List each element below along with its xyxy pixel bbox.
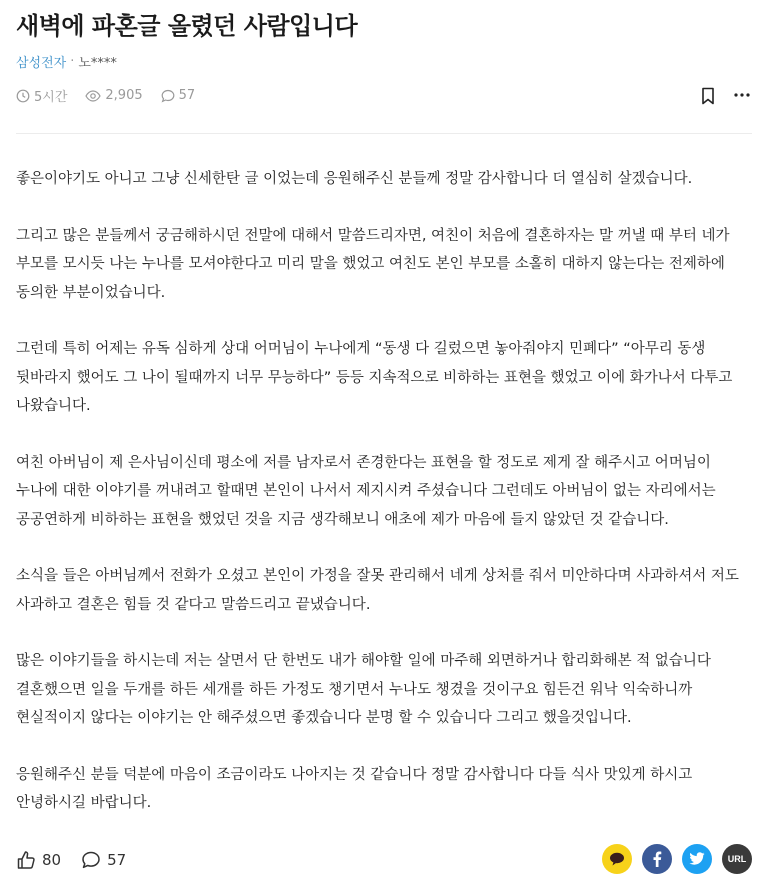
time-stat (16, 86, 67, 105)
view-count: 2,905 (105, 88, 143, 103)
more-icon[interactable] (733, 86, 751, 104)
meta-separator: · (70, 54, 75, 69)
comment-button[interactable] (81, 850, 126, 870)
paragraph: 여친 아버님이 제 은사님이신데 평소에 저를 남자로서 존경한다는 표현을 할 정도로 제게 잘 해주시고 어머님이 누나에 대한 이야기를 꺼내려고 할때면 본인이 나서서 제지시켜 주셨습니다 그런데도 아버님이 없는 자리에서는 공공연하게 비하하는 표현을 했었던 것을 지금 생각해보니 애초에 제가 마음에 들지 않았던 것 같습니다. (16, 454, 716, 528)
share-buttons (592, 844, 752, 874)
like-button[interactable] (16, 850, 61, 870)
twitter-share-icon (689, 852, 705, 866)
paragraph: 그런데 특히 어제는 유독 심하게 상대 어머님이 누나에게 “동생 다 길렀으면 놓아줘야지 민폐다” “아무리 동생 뒷바라지 했어도 그 나이 될때까지 너무 무능하다” 등등 지속적으로 비하하는 표현을 했었고 이에 화가나서 다투고 나왔습니다. (16, 341, 733, 414)
post-footer (16, 844, 752, 876)
views-stat (85, 88, 142, 103)
paragraph: 그리고 많은 분들께서 궁금해하시던 전말에 대해서 말씀드리자면, 여친이 처음에 결혼하자는 말 꺼낼 때 부터 네가 부모를 모시듯 나는 누나를 모셔야한다고 미리 말을 했었고 여친도 본인 부모를 소홀히 대하지 않는다는 전제하에 동의한 부분이었습니다. (16, 227, 730, 301)
comment-icon (81, 850, 101, 870)
post-meta (16, 52, 117, 71)
clock-icon (16, 89, 30, 103)
like-count: 80 (42, 851, 62, 869)
kakao-share-button[interactable] (602, 844, 632, 874)
facebook-share-icon (652, 851, 662, 867)
kakao-share-icon (609, 852, 625, 866)
facebook-share-button[interactable] (642, 844, 672, 874)
paragraph: 좋은이야기도 아니고 그냥 신세한탄 글 이었는데 응원해주신 분들께 정말 감사합니다 더 열심히 살겠습니다. (16, 171, 693, 187)
post-stats (16, 86, 213, 105)
comment-count: 57 (178, 88, 196, 103)
paragraph: 소식을 들은 아버님께서 전화가 오셨고 본인이 가정을 잘못 관리해서 네게 상처를 줘서 미안하다며 사과하셔서 저도 사과하고 결혼은 힘들 것 같다고 말씀드리고 끝냈습니다. (16, 568, 739, 613)
twitter-share-button[interactable] (682, 844, 712, 874)
eye-icon (85, 90, 101, 102)
time-ago: 5시간 (34, 90, 68, 105)
url-copy-button[interactable]: URL (722, 844, 752, 874)
footer-comment-count: 57 (107, 851, 127, 869)
paragraph: 많은 이야기들을 하시는데 저는 살면서 단 한번도 내가 해야할 일에 마주해 외면하거나 합리화해본 적 없습니다 결혼했으면 일을 두개를 하든 세개를 하든 가정도 챙기면서 누나도 챙겼을 것이구요 힘든건 워낙 익숙하니까 현실적이지 않다는 이야기는 안 해주셨으면 좋겠습니다 분명 할 수 있습니다 그리고 했을것입니다. (16, 653, 711, 726)
paragraph: 응원해주신 분들 덕분에 마음이 조금이라도 나아지는 것 같습니다 정말 감사합니다 다들 식사 맛있게 하시고 안녕하시길 바랍니다. (16, 766, 693, 811)
author-name[interactable]: 노**** (78, 56, 117, 71)
thumbs-up-icon (16, 850, 36, 870)
post-body (16, 165, 756, 846)
bookmark-icon[interactable] (700, 87, 716, 105)
comment-icon (161, 89, 175, 103)
header-divider (16, 133, 752, 134)
company-link[interactable]: 삼성전자 (16, 56, 67, 71)
comments-stat (161, 88, 196, 103)
post-title: 새벽에 파혼글 올렸던 사람입니다 (16, 12, 358, 40)
